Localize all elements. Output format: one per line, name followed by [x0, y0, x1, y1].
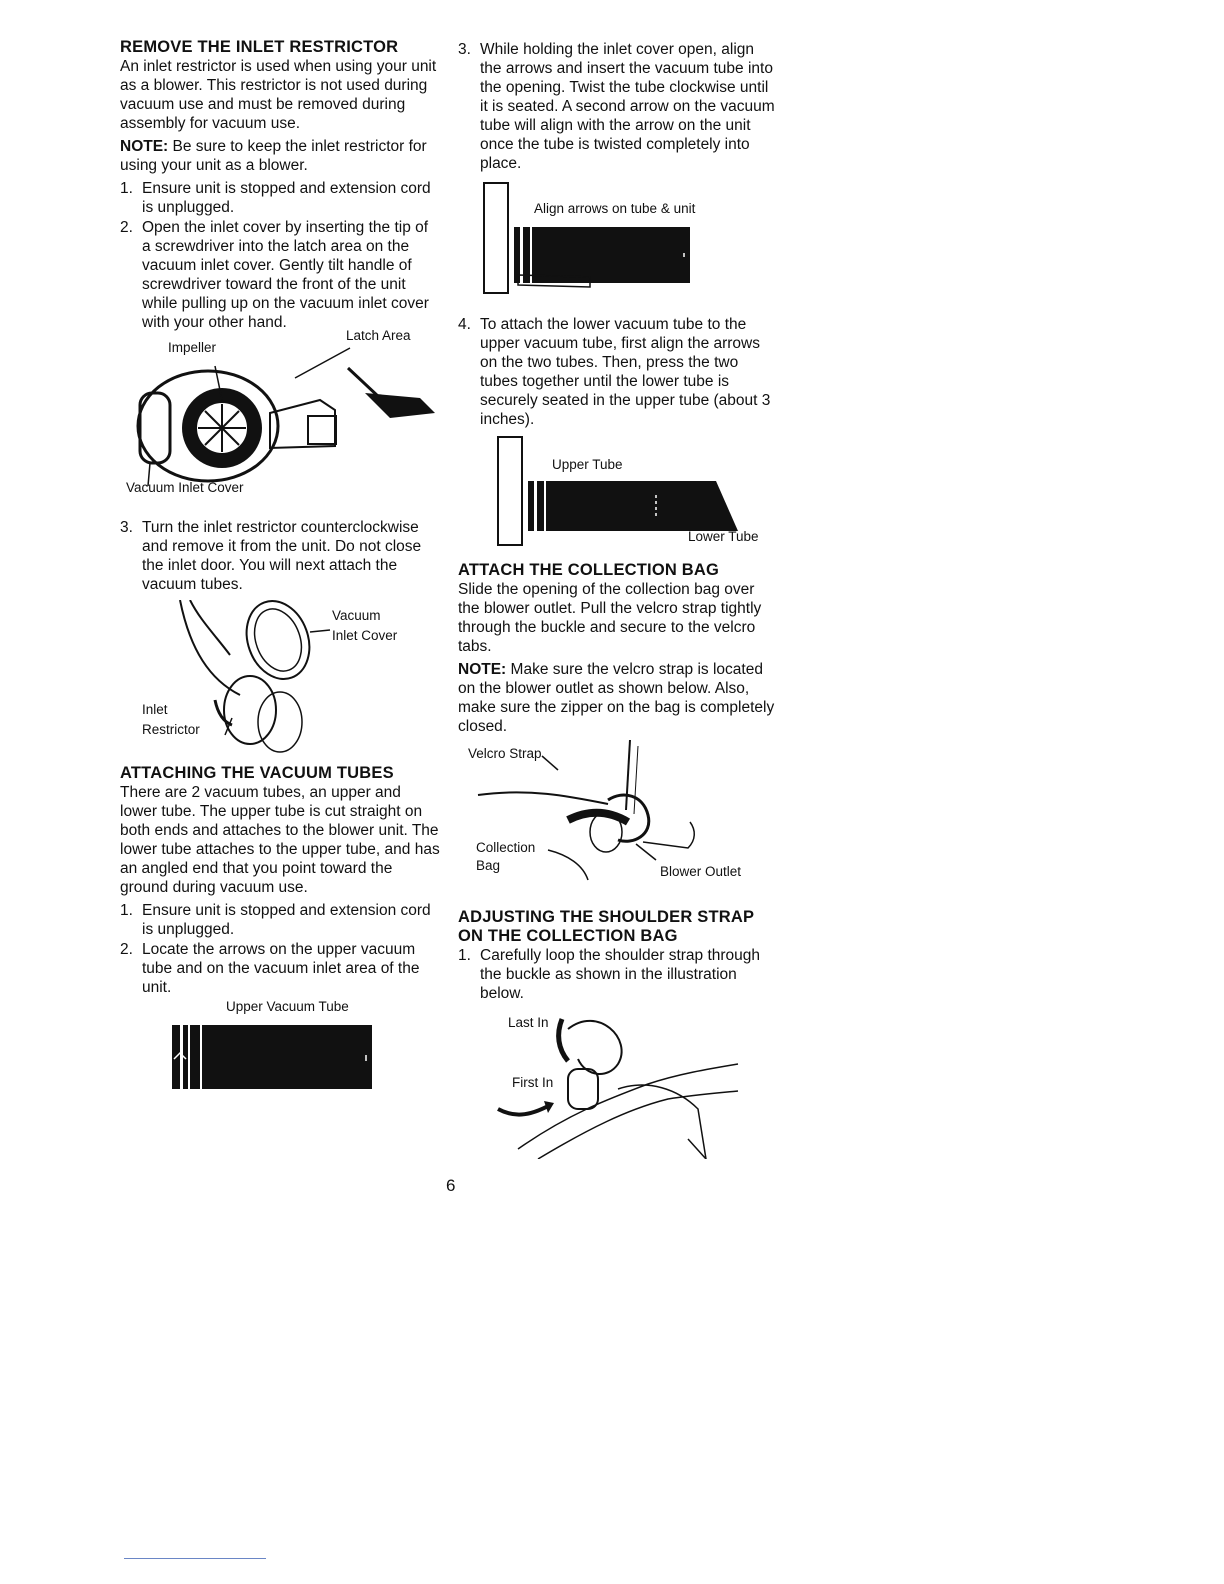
- list-item: [120, 901, 440, 939]
- tube-insertion-illustration: [458, 179, 778, 307]
- upper-vacuum-tube-illustration: [120, 999, 440, 1093]
- tube-illustration: [120, 1003, 440, 1093]
- velcro-strap-label: Velcro Strap: [468, 746, 542, 761]
- buckle-illustration: [458, 1009, 778, 1159]
- remove-steps: [120, 179, 440, 332]
- tubes-steps: [120, 901, 440, 997]
- attach-bag-intro: Slide the opening of the collection bag over the blower outlet. Pull the velcro strap tightly through the buckle and secure to the velcro tabs.: [458, 581, 762, 655]
- step-text: Ensure unit is stopped and extension cord is unplugged.: [142, 902, 431, 938]
- left-column: [120, 38, 440, 1101]
- note-label: NOTE:: [120, 138, 169, 155]
- note-text: Make sure the velcro strap is located on the blower outlet as shown below. Also, make sure the zipper on the bag is completely closed.: [458, 661, 775, 735]
- vacuum-label: Vacuum: [332, 608, 381, 623]
- step-number: 1.: [120, 902, 133, 919]
- align-arrows-label: Align arrows on tube & unit: [534, 201, 696, 216]
- impeller-label: Impeller: [168, 340, 217, 355]
- list-item: [120, 518, 440, 594]
- step-number: 3.: [458, 41, 471, 58]
- first-in-label: First In: [512, 1075, 554, 1090]
- right-column: [458, 40, 778, 1167]
- note-text: Be sure to keep the inlet restrictor for using your unit as a blower.: [120, 138, 427, 174]
- step-text: Open the inlet cover by inserting the tip of a screwdriver into the latch area on the vacuum inlet cover. Gently tilt handle of screwdriver toward the front of the unit while pulling up on the vacuum inlet cover with your other hand.: [142, 219, 429, 331]
- note-label: NOTE:: [458, 661, 507, 678]
- upper-tube-label: Upper Tube: [552, 457, 623, 472]
- vacuum-inlet-cover-label: Vacuum Inlet Cover: [126, 480, 244, 495]
- attaching-tubes-heading: ATTACHING THE VACUUM TUBES: [120, 764, 394, 782]
- tubes-step-3: [458, 40, 778, 173]
- step-text: Ensure unit is stopped and extension cord is unplugged.: [142, 180, 431, 216]
- inlet-label: Inlet: [142, 702, 168, 717]
- blower-outlet-label: Blower Outlet: [660, 864, 742, 879]
- remove-restrictor-intro: An inlet restrictor is used when using your unit as a blower. This restrictor is not used during vacuum use and must be removed during assembly for vacuum use.: [120, 58, 437, 132]
- last-in-label: Last In: [508, 1015, 549, 1030]
- list-item: [458, 40, 778, 173]
- step-number: 4.: [458, 316, 471, 333]
- align-arrows-illustration: [458, 179, 778, 307]
- remove-step-3: [120, 518, 440, 594]
- step-number: 2.: [120, 219, 133, 236]
- bag-label: Bag: [476, 858, 501, 873]
- remove-restrictor-heading: REMOVE THE INLET RESTRICTOR: [120, 38, 399, 56]
- attach-bag-heading: ATTACH THE COLLECTION BAG: [458, 561, 720, 579]
- list-item: [120, 218, 440, 332]
- list-item: [120, 940, 440, 997]
- remove-restrictor-note: [120, 137, 440, 175]
- list-item: [458, 315, 778, 429]
- latch-area-label: Latch Area: [346, 328, 411, 343]
- step-number: 1.: [120, 180, 133, 197]
- inlet-cover-illustration: [120, 328, 440, 508]
- lower-tube-illustration: [458, 435, 778, 553]
- step-number: 3.: [120, 519, 133, 536]
- restrictor-label: Restrictor: [142, 722, 200, 737]
- step-text: To attach the lower vacuum tube to the upper vacuum tube, first align the arrows on the two tubes. Then, press the two tubes together until the lower tube is securely seated in the upper tube (about 3 inches).: [480, 316, 771, 428]
- page-number: 6: [446, 1176, 456, 1195]
- upper-vacuum-tube-label: Upper Vacuum Tube: [226, 999, 349, 1014]
- footer-divider: [124, 1558, 266, 1559]
- strap-loop-illustration: [458, 1009, 778, 1159]
- velcro-strap-illustration: [458, 740, 778, 898]
- step-number: 2.: [120, 941, 133, 958]
- list-item: [120, 179, 440, 217]
- inlet-cover-label: Inlet Cover: [332, 628, 398, 643]
- inlet-restrictor-illustration: [120, 600, 440, 756]
- step-text: Carefully loop the shoulder strap through the buckle as shown in the illustration below.: [480, 947, 761, 1002]
- strap-steps: [458, 946, 778, 1003]
- step-text: While holding the inlet cover open, align the arrows and insert the vacuum tube into the opening. Twist the tube clockwise until it is seated. A second arrow on the vacuum tube will align with the arrow on the unit once the tube is twisted completely into place.: [480, 41, 775, 172]
- shoulder-strap-heading-line2: ON THE COLLECTION BAG: [458, 927, 678, 945]
- step-text: Turn the inlet restrictor counterclockwise and remove it from the unit. Do not close the inlet door. You will next attach the vacuum tubes.: [142, 519, 422, 593]
- attach-bag-note: [458, 660, 778, 736]
- collection-label: Collection: [476, 840, 536, 855]
- tubes-step-4: [458, 315, 778, 429]
- step-number: 1.: [458, 947, 471, 964]
- attaching-tubes-intro: There are 2 vacuum tubes, an upper and lower tube. The upper tube is cut straight on both ends and attaches to the blower unit. The lower tube attaches to the upper tube, and has an angled end that you point toward the ground during vacuum use.: [120, 784, 440, 896]
- step-text: Locate the arrows on the upper vacuum tube and on the vacuum inlet area of the unit.: [142, 941, 420, 996]
- list-item: [458, 946, 778, 1003]
- lower-tube-label: Lower Tube: [688, 529, 759, 544]
- shoulder-strap-heading-line1: ADJUSTING THE SHOULDER STRAP: [458, 908, 755, 926]
